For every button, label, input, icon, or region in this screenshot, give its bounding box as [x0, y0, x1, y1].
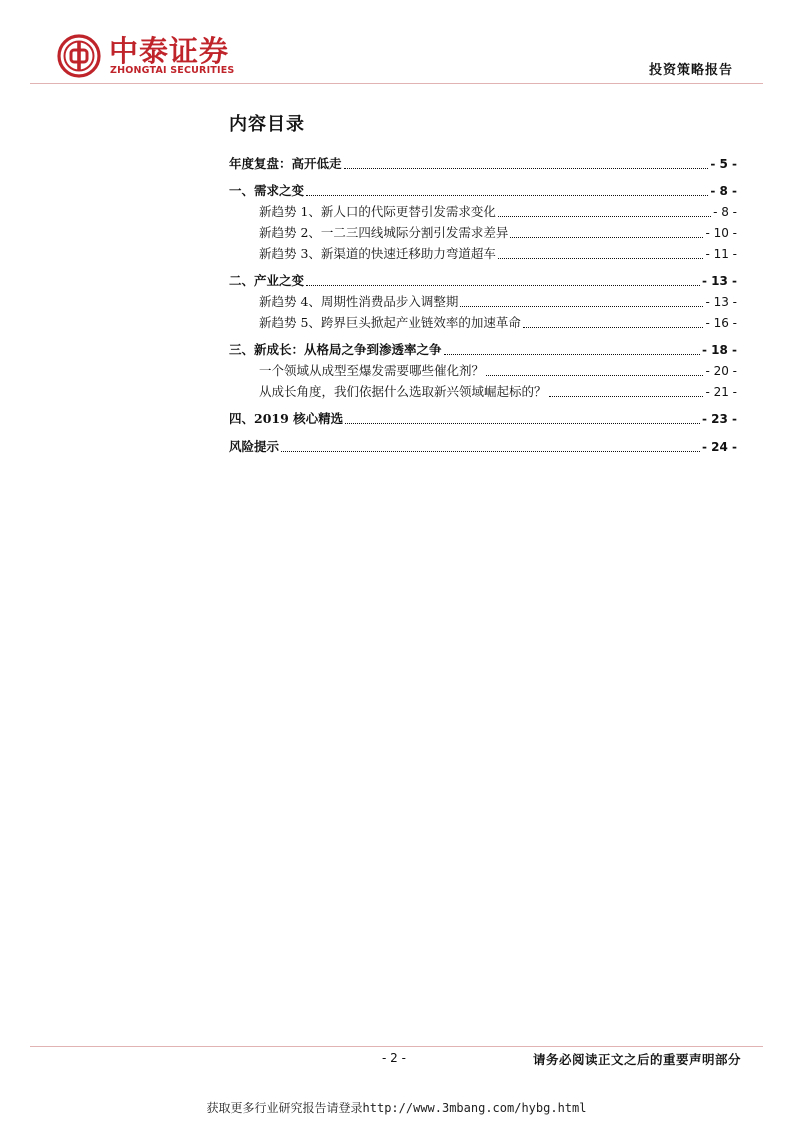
toc-entry[interactable] — [229, 152, 737, 172]
toc-leader-dots — [498, 258, 704, 259]
toc-entry[interactable] — [229, 269, 737, 289]
page-number: - 2 - — [382, 1051, 406, 1065]
toc-entry[interactable] — [229, 380, 737, 400]
toc-entry[interactable] — [229, 359, 737, 379]
toc-leader-dots — [510, 237, 703, 238]
toc-leader-dots — [306, 285, 700, 286]
header-divider — [30, 83, 763, 84]
toc-entry-page: - 24 - — [701, 440, 737, 454]
disclaimer-note: 请务必阅读正文之后的重要声明部分 — [532, 1052, 741, 1067]
toc-entry-page: - 13 - — [705, 295, 737, 309]
toc-leader-dots — [344, 168, 709, 169]
zhongtai-logo-icon — [57, 34, 101, 78]
toc-entry-page: - 5 - — [710, 157, 737, 171]
toc-leader-dots — [345, 423, 700, 424]
toc-leader-dots — [281, 451, 700, 452]
toc-entry-page: - 20 - — [705, 364, 737, 378]
toc-entry-title: 一、需求之变 — [229, 183, 305, 198]
toc-entry-title: 二、产业之变 — [229, 273, 305, 288]
toc-entry-title: 新趋势 3、新渠道的快速迁移助力弯道超车 — [259, 246, 496, 261]
toc-entry[interactable] — [229, 242, 737, 262]
toc-leader-dots — [486, 375, 703, 376]
company-logo — [57, 34, 267, 82]
toc-entry-title: 一个领域从成型至爆发需要哪些催化剂？ — [259, 363, 485, 378]
logo-english-name: ZHONGTAI SECURITIES — [110, 65, 235, 76]
toc-leader-dots — [444, 354, 700, 355]
toc-entry-page: - 10 - — [705, 226, 737, 240]
report-type-label: 投资策略报告 — [648, 63, 733, 78]
toc-entry-page: - 13 - — [701, 274, 737, 288]
toc-leader-dots — [549, 396, 704, 397]
toc-entry[interactable] — [229, 407, 737, 427]
toc-title: 内容目录 — [229, 114, 305, 135]
toc-entry-title: 新趋势 4、周期性消费品步入调整期 — [259, 294, 459, 309]
toc-entry-page: - 11 - — [705, 247, 737, 261]
toc-entry-title: 从成长角度，我们依据什么选取新兴领域崛起标的？ — [259, 384, 547, 399]
toc-entry-title: 年度复盘：高开低走 — [229, 156, 342, 171]
toc-entry[interactable] — [229, 200, 737, 220]
toc-leader-dots — [523, 327, 704, 328]
toc-entry-title: 新趋势 2、一二三四线城际分割引发需求差异 — [259, 225, 509, 240]
toc-entry-title: 新趋势 5、跨界巨头掀起产业链效率的加速革命 — [259, 315, 521, 330]
toc-entry[interactable] — [229, 435, 737, 455]
toc-entry-page: - 23 - — [701, 412, 737, 426]
toc-entry[interactable] — [229, 290, 737, 310]
toc-entry-page: - 8 - — [710, 184, 737, 198]
toc-entry[interactable] — [229, 338, 737, 358]
toc-entry-title: 新趋势 1、新人口的代际更替引发需求变化 — [259, 204, 496, 219]
toc-leader-dots — [306, 195, 708, 196]
footer-divider — [30, 1046, 763, 1047]
toc-entry-page: - 8 - — [713, 205, 737, 219]
toc-entry[interactable] — [229, 221, 737, 241]
toc-entry[interactable] — [229, 179, 737, 199]
toc-entry-title: 三、新成长：从格局之争到渗透率之争 — [229, 342, 442, 357]
toc-entry[interactable] — [229, 311, 737, 331]
toc-entry-page: - 21 - — [705, 385, 737, 399]
toc-entry-page: - 18 - — [701, 343, 737, 357]
source-link-text[interactable]: 获取更多行业研究报告请登录http://www.3mbang.com/hybg.html — [206, 1101, 587, 1115]
toc-leader-dots — [498, 216, 711, 217]
toc-leader-dots — [460, 306, 703, 307]
toc-entry-title: 风险提示 — [229, 439, 280, 454]
logo-chinese-name: 中泰证券 — [109, 34, 230, 68]
toc-entry-title: 四、2019 核心精选 — [229, 411, 344, 426]
toc-entry-page: - 16 - — [705, 316, 737, 330]
